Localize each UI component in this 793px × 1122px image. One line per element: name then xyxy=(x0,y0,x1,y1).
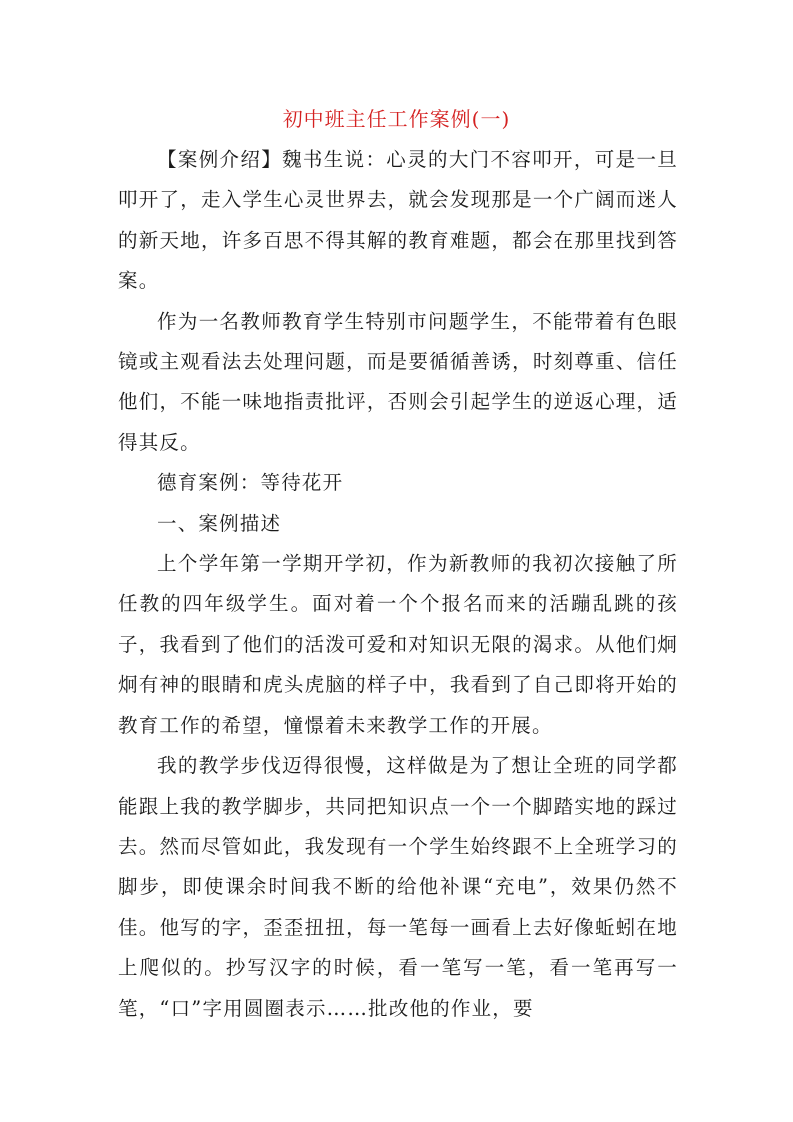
document-body xyxy=(118,140,678,1029)
paragraph-teaching-pace: 我的教学步伐迈得很慢，这样做是为了想让全班的同学都能跟上我的教学脚步，共同把知识点一个一个脚踏实地的踩过去。然而尽管如此，我发现有一个学生始终跟不上全班学习的脚步，即使课余时间我不断的给他补课“充电”，效果仍然不佳。他写的字，歪歪扭扭，每一笔每一画看上去好像蚯蚓在地上爬似的。抄写汉字的时候，看一笔写一笔，看一笔再写一笔，“口”字用圆圈表示……批改他的作业，要 xyxy=(118,754,678,1020)
section-heading-moral-case: 德育案例：等待花开 xyxy=(157,471,344,495)
section-heading-case-description: 一、案例描述 xyxy=(157,511,282,535)
document-title: 初中班主任工作案例(一) xyxy=(282,107,511,131)
paragraph-first-contact: 上个学年第一学期开学初，作为新教师的我初次接触了所任教的四年级学生。面对着一个个报名而来的活蹦乱跳的孩子，我看到了他们的活泼可爱和对知识无限的渴求。从他们炯炯有神的眼睛和虎头虎脑的样子中，我看到了自己即将开始的教育工作的希望，憧憬着未来教学工作的开展。 xyxy=(118,552,678,737)
paragraph-teacher-approach: 作为一名教师教育学生特别市问题学生，不能带着有色眼镜或主观看法去处理问题，而是要循循善诱，时刻尊重、信任他们，不能一味地指责批评，否则会引起学生的逆返心理，适得其反。 xyxy=(118,309,678,454)
paragraph-case-intro: 【案例介绍】魏书生说：心灵的大门不容叩开，可是一旦叩开了，走入学生心灵世界去，就会发现那是一个广阔而迷人的新天地，许多百思不得其解的教育难题，都会在那里找到答案。 xyxy=(118,148,678,293)
